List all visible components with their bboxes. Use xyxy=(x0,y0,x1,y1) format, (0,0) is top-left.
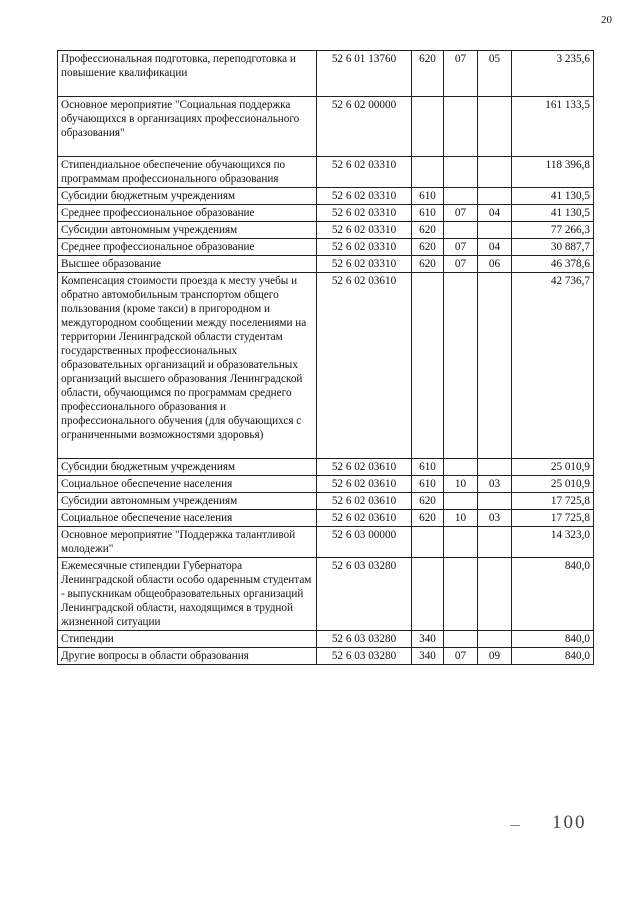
table-row xyxy=(58,222,594,239)
table-row xyxy=(58,459,594,476)
table-row xyxy=(58,631,594,648)
table-row xyxy=(58,648,594,665)
cell-expense-type: 620 xyxy=(412,510,444,527)
cell-target-code: 52 6 02 03310 xyxy=(317,256,412,273)
cell-name: Среднее профессиональное образование xyxy=(58,205,317,222)
cell-name: Социальное обеспечение населения xyxy=(58,510,317,527)
cell-target-code: 52 6 03 03280 xyxy=(317,631,412,648)
cell-section: 07 xyxy=(444,205,478,222)
cell-amount: 17 725,8 xyxy=(512,510,594,527)
footer-dash: — xyxy=(510,820,520,831)
table-row xyxy=(58,527,594,558)
budget-table xyxy=(57,50,594,665)
cell-target-code: 52 6 02 03310 xyxy=(317,239,412,256)
cell-target-code: 52 6 02 03610 xyxy=(317,459,412,476)
cell-expense-type xyxy=(412,558,444,631)
cell-target-code: 52 6 03 00000 xyxy=(317,527,412,558)
cell-subsection xyxy=(478,188,512,205)
cell-expense-type xyxy=(412,97,444,157)
cell-target-code: 52 6 02 03310 xyxy=(317,222,412,239)
cell-amount: 840,0 xyxy=(512,648,594,665)
cell-subsection xyxy=(478,459,512,476)
page-number: 20 xyxy=(601,14,612,26)
cell-subsection xyxy=(478,631,512,648)
cell-amount: 42 736,7 xyxy=(512,273,594,459)
cell-expense-type xyxy=(412,157,444,188)
cell-expense-type: 610 xyxy=(412,205,444,222)
cell-expense-type: 610 xyxy=(412,476,444,493)
cell-target-code: 52 6 02 03310 xyxy=(317,188,412,205)
cell-subsection: 03 xyxy=(478,510,512,527)
cell-amount: 46 378,6 xyxy=(512,256,594,273)
cell-subsection xyxy=(478,558,512,631)
cell-expense-type: 340 xyxy=(412,648,444,665)
cell-section xyxy=(444,493,478,510)
cell-amount: 25 010,9 xyxy=(512,459,594,476)
table-row xyxy=(58,51,594,97)
cell-expense-type: 610 xyxy=(412,459,444,476)
cell-name: Среднее профессиональное образование xyxy=(58,239,317,256)
cell-section xyxy=(444,459,478,476)
cell-name: Субсидии бюджетным учреждениям xyxy=(58,188,317,205)
cell-target-code: 52 6 02 03610 xyxy=(317,493,412,510)
cell-target-code: 52 6 01 13760 xyxy=(317,51,412,97)
cell-section: 10 xyxy=(444,476,478,493)
cell-name: Субсидии автономным учреждениям xyxy=(58,222,317,239)
cell-amount: 30 887,7 xyxy=(512,239,594,256)
cell-section xyxy=(444,222,478,239)
cell-section: 07 xyxy=(444,256,478,273)
cell-subsection: 04 xyxy=(478,205,512,222)
cell-amount: 41 130,5 xyxy=(512,205,594,222)
cell-name: Высшее образование xyxy=(58,256,317,273)
cell-amount: 840,0 xyxy=(512,631,594,648)
cell-subsection xyxy=(478,273,512,459)
cell-section xyxy=(444,273,478,459)
cell-target-code: 52 6 03 03280 xyxy=(317,648,412,665)
cell-expense-type: 620 xyxy=(412,51,444,97)
table-row xyxy=(58,510,594,527)
cell-expense-type: 340 xyxy=(412,631,444,648)
table-row xyxy=(58,256,594,273)
cell-subsection xyxy=(478,527,512,558)
cell-subsection xyxy=(478,157,512,188)
cell-subsection: 04 xyxy=(478,239,512,256)
cell-subsection xyxy=(478,222,512,239)
cell-subsection: 09 xyxy=(478,648,512,665)
cell-subsection: 05 xyxy=(478,51,512,97)
cell-name: Другие вопросы в области образования xyxy=(58,648,317,665)
cell-amount: 14 323,0 xyxy=(512,527,594,558)
cell-amount: 840,0 xyxy=(512,558,594,631)
cell-expense-type: 610 xyxy=(412,188,444,205)
table-row xyxy=(58,205,594,222)
cell-section xyxy=(444,631,478,648)
cell-section xyxy=(444,188,478,205)
table-row xyxy=(58,97,594,157)
cell-name: Компенсация стоимости проезда к месту учебы и обратно автомобильным транспортом общего пользования (кроме такси) в пригородном и междугородном сообщении между поселениями на территории Ленинградской области студентам государственных профессиональных образовательных организаций и образовательных организаций высшего образования Ленинградской области, обучающимся по программам среднего профессионального образования и профессионального обучения (для обучающихся с ограниченными возможностями здоровья) xyxy=(58,273,317,459)
cell-amount: 17 725,8 xyxy=(512,493,594,510)
cell-target-code: 52 6 02 03310 xyxy=(317,157,412,188)
table-row xyxy=(58,493,594,510)
cell-amount: 3 235,6 xyxy=(512,51,594,97)
cell-section: 07 xyxy=(444,51,478,97)
cell-expense-type xyxy=(412,527,444,558)
cell-expense-type: 620 xyxy=(412,256,444,273)
cell-amount: 77 266,3 xyxy=(512,222,594,239)
cell-target-code: 52 6 02 03610 xyxy=(317,476,412,493)
cell-section xyxy=(444,157,478,188)
table-row xyxy=(58,558,594,631)
cell-amount: 41 130,5 xyxy=(512,188,594,205)
cell-amount: 161 133,5 xyxy=(512,97,594,157)
cell-name: Социальное обеспечение населения xyxy=(58,476,317,493)
cell-section xyxy=(444,97,478,157)
cell-expense-type: 620 xyxy=(412,222,444,239)
cell-name: Основное мероприятие "Поддержка талантливой молодежи" xyxy=(58,527,317,558)
cell-expense-type xyxy=(412,273,444,459)
cell-name: Субсидии автономным учреждениям xyxy=(58,493,317,510)
cell-subsection: 06 xyxy=(478,256,512,273)
table-row xyxy=(58,476,594,493)
cell-expense-type: 620 xyxy=(412,239,444,256)
cell-name: Основное мероприятие "Социальная поддержка обучающихся в организациях профессионального образования" xyxy=(58,97,317,157)
cell-subsection xyxy=(478,493,512,510)
cell-name: Ежемесячные стипендии Губернатора Ленинградской области особо одаренным студентам - выпускникам общеобразовательных организаций Ленинградской области, находящимся в трудной жизненной ситуации xyxy=(58,558,317,631)
cell-amount: 118 396,8 xyxy=(512,157,594,188)
cell-section: 07 xyxy=(444,239,478,256)
cell-subsection xyxy=(478,97,512,157)
cell-target-code: 52 6 02 00000 xyxy=(317,97,412,157)
table-row xyxy=(58,239,594,256)
cell-section xyxy=(444,558,478,631)
cell-name: Стипендии xyxy=(58,631,317,648)
budget-table-body xyxy=(58,51,594,665)
table-row xyxy=(58,273,594,459)
cell-subsection: 03 xyxy=(478,476,512,493)
cell-expense-type: 620 xyxy=(412,493,444,510)
cell-name: Стипендиальное обеспечение обучающихся по программам профессионального образования xyxy=(58,157,317,188)
cell-name: Субсидии бюджетным учреждениям xyxy=(58,459,317,476)
cell-section xyxy=(444,527,478,558)
cell-target-code: 52 6 02 03610 xyxy=(317,510,412,527)
cell-section: 10 xyxy=(444,510,478,527)
handwritten-page-stamp: 100 xyxy=(552,812,587,833)
cell-amount: 25 010,9 xyxy=(512,476,594,493)
cell-target-code: 52 6 02 03610 xyxy=(317,273,412,459)
cell-target-code: 52 6 02 03310 xyxy=(317,205,412,222)
cell-target-code: 52 6 03 03280 xyxy=(317,558,412,631)
table-row xyxy=(58,188,594,205)
cell-section: 07 xyxy=(444,648,478,665)
table-row xyxy=(58,157,594,188)
cell-name: Профессиональная подготовка, переподготовка и повышение квалификации xyxy=(58,51,317,97)
